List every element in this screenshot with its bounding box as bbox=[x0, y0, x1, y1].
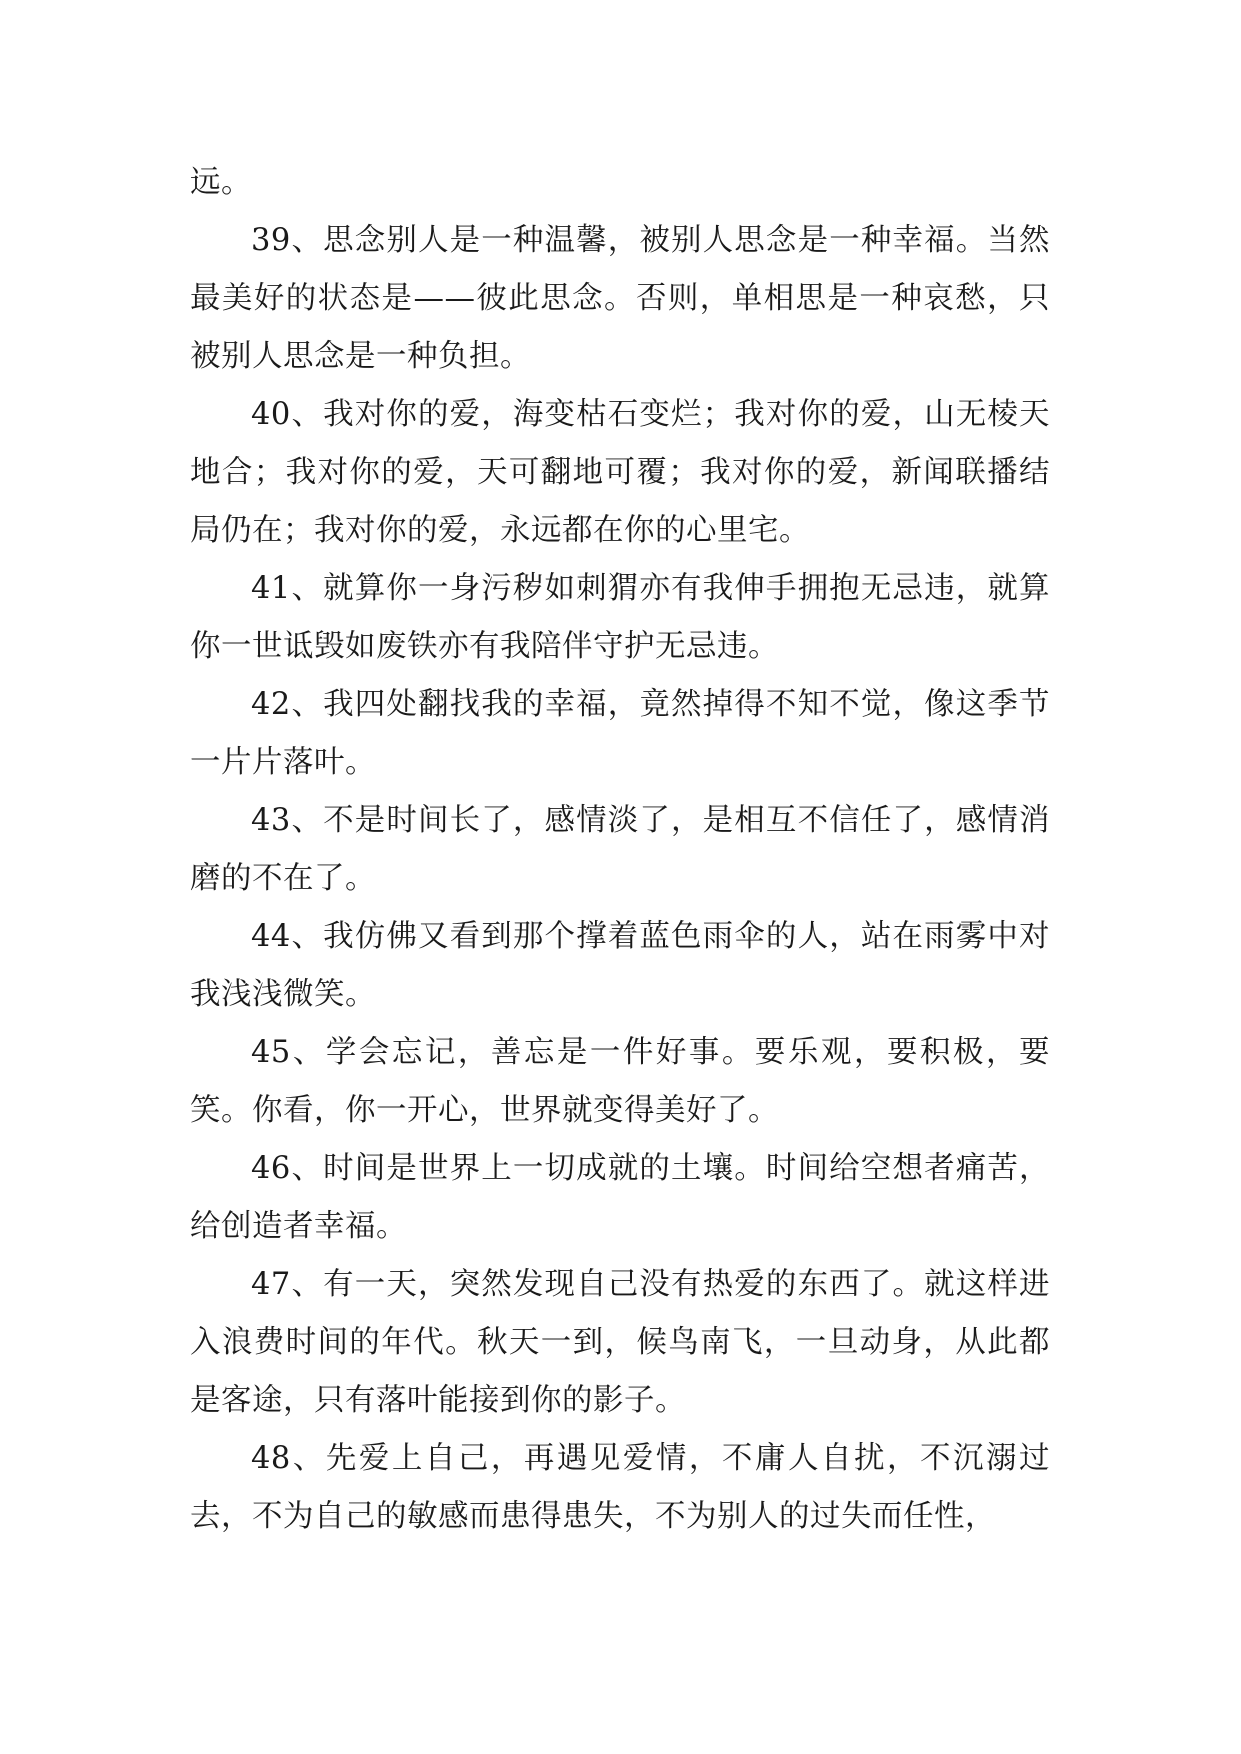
paragraph-40: 40、我对你的爱，海变枯石变烂；我对你的爱，山无棱天地合；我对你的爱，天可翻地可覆；我对你的爱，新闻联播结局仍在；我对你的爱，永远都在你的心里宅。 bbox=[190, 397, 1050, 548]
paragraph-continuation: 远。 bbox=[190, 165, 252, 200]
document-body bbox=[190, 154, 1050, 1546]
paragraph-44: 44、我仿佛又看到那个撑着蓝色雨伞的人，站在雨雾中对我浅浅微笑。 bbox=[190, 919, 1050, 1012]
paragraph-41: 41、就算你一身污秽如刺猬亦有我伸手拥抱无忌违，就算你一世诋毁如废铁亦有我陪伴守护无忌违。 bbox=[190, 571, 1050, 664]
paragraph-47: 47、有一天，突然发现自己没有热爱的东西了。就这样进入浪费时间的年代。秋天一到，候鸟南飞，一旦动身，从此都是客途，只有落叶能接到你的影子。 bbox=[190, 1267, 1050, 1418]
paragraph-43: 43、不是时间长了，感情淡了，是相互不信任了，感情消磨的不在了。 bbox=[190, 803, 1050, 896]
paragraph-48: 48、先爱上自己，再遇见爱情，不庸人自扰，不沉溺过去，不为自己的敏感而患得患失，不为别人的过失而任性， bbox=[190, 1441, 1050, 1534]
paragraph-39: 39、思念别人是一种温馨，被别人思念是一种幸福。当然最美好的状态是——彼此思念。否则，单相思是一种哀愁，只被别人思念是一种负担。 bbox=[190, 223, 1050, 374]
paragraph-46: 46、时间是世界上一切成就的土壤。时间给空想者痛苦，给创造者幸福。 bbox=[190, 1151, 1050, 1244]
paragraph-42: 42、我四处翻找我的幸福，竟然掉得不知不觉，像这季节一片片落叶。 bbox=[190, 687, 1050, 780]
paragraph-45: 45、学会忘记，善忘是一件好事。要乐观，要积极，要笑。你看，你一开心，世界就变得美好了。 bbox=[190, 1035, 1050, 1128]
